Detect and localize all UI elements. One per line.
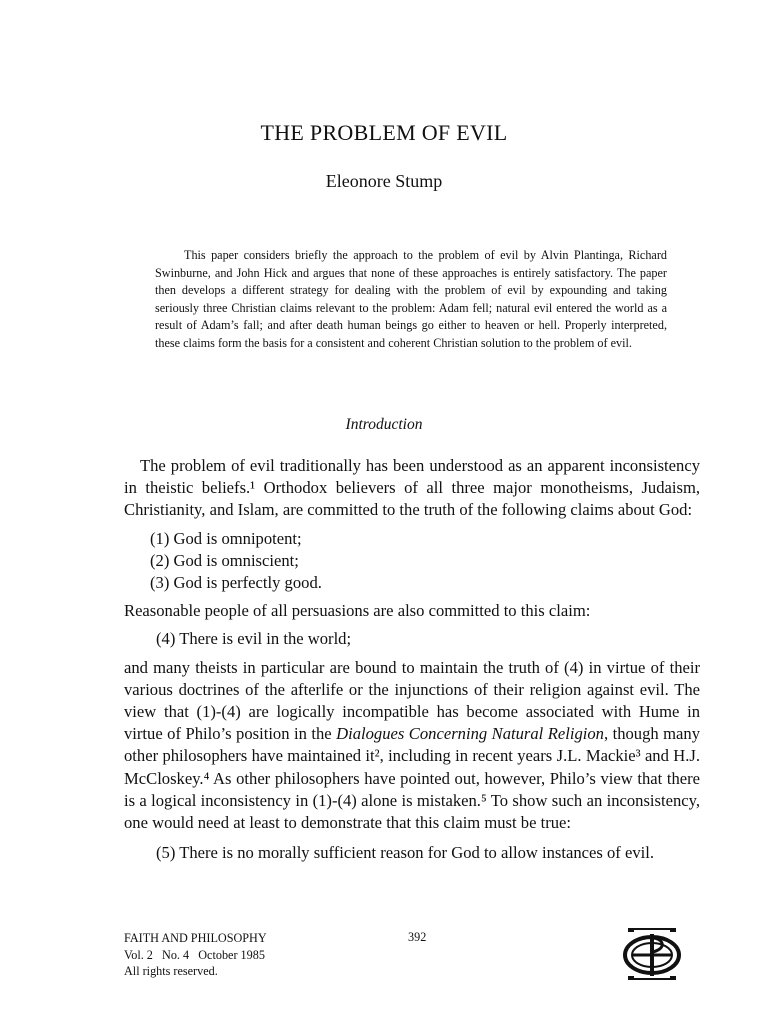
body-paragraph-3-part-2: , though many other philosophers have maintained it², including in recent years J.L. Mackie³ and H.J. McCloskey.⁴ As other philosophers have pointed out, however, Philo’s view that there is a logical inconsistency in (1)-(4) alone is mistaken.⁵ To show such an inconsistency, one would need at least to demonstrate that this claim must be true:	[124, 724, 701, 833]
body-paragraph-2: Reasonable people of all persuasions are also committed to this claim:	[124, 601, 591, 621]
claim-1: (1) God is omnipotent;	[150, 528, 302, 548]
book-title-dialogues: Dialogues Concerning Natural Religion	[336, 724, 604, 744]
journal-issue: Vol. 2 No. 4 October 1985	[124, 947, 265, 962]
claim-3: (3) God is perfectly good.	[150, 573, 322, 593]
journal-rights: All rights reserved.	[124, 964, 218, 978]
body-paragraph-1: The problem of evil traditionally has been understood as an apparent inconsistency in theistic beliefs.¹ Orthodox believers of all three major monotheisms, Judaism, Christianity, and Islam, are committed to the truth of the following claims about God:	[124, 456, 700, 520]
section-heading-introduction: Introduction	[345, 416, 423, 433]
abstract	[155, 247, 667, 353]
body-paragraph-3-part-1: and many theists in particular are bound to maintain the truth of (4) in virtue of their various doctrines of the afterlife or the injunctions of their religion against evil. The view that (1)-(4) are logically incompatible has become associated with Hume in virtue of Philo’s position in the	[124, 657, 700, 744]
article-author: Eleonore Stump	[325, 171, 443, 191]
page-number: 392	[408, 930, 427, 944]
claim-5: (5) There is no morally sufficient reason for God to allow instances of evil.	[156, 843, 654, 863]
claim-4: (4) There is evil in the world;	[156, 629, 352, 649]
article-title: THE PROBLEM OF EVIL	[260, 120, 508, 145]
journal-name: FAITH AND PHILOSOPHY	[124, 931, 267, 945]
journal-logo-icon	[618, 924, 686, 984]
abstract-text: This paper considers briefly the approach to the problem of evil by Alvin Plantinga, Richard Swinburne, and John Hick and argues that none of these approaches is entirely satisfactory. The paper then develops a different strategy for dealing with the problem of evil by expounding and taking seriously three Christian claims relevant to the problem: Adam fell; natural evil entered the world as a result of Adam’s fall; and after death human beings go either to heaven or hell. Properly interpreted, these claims form the basis for a consistent and coherent Christian solution to the problem of evil.	[155, 248, 667, 350]
body-paragraph-3	[124, 657, 700, 835]
journal-footer	[124, 930, 267, 980]
claims-list	[150, 528, 700, 595]
article-body	[124, 455, 700, 864]
claim-2: (2) God is omniscient;	[150, 550, 299, 570]
